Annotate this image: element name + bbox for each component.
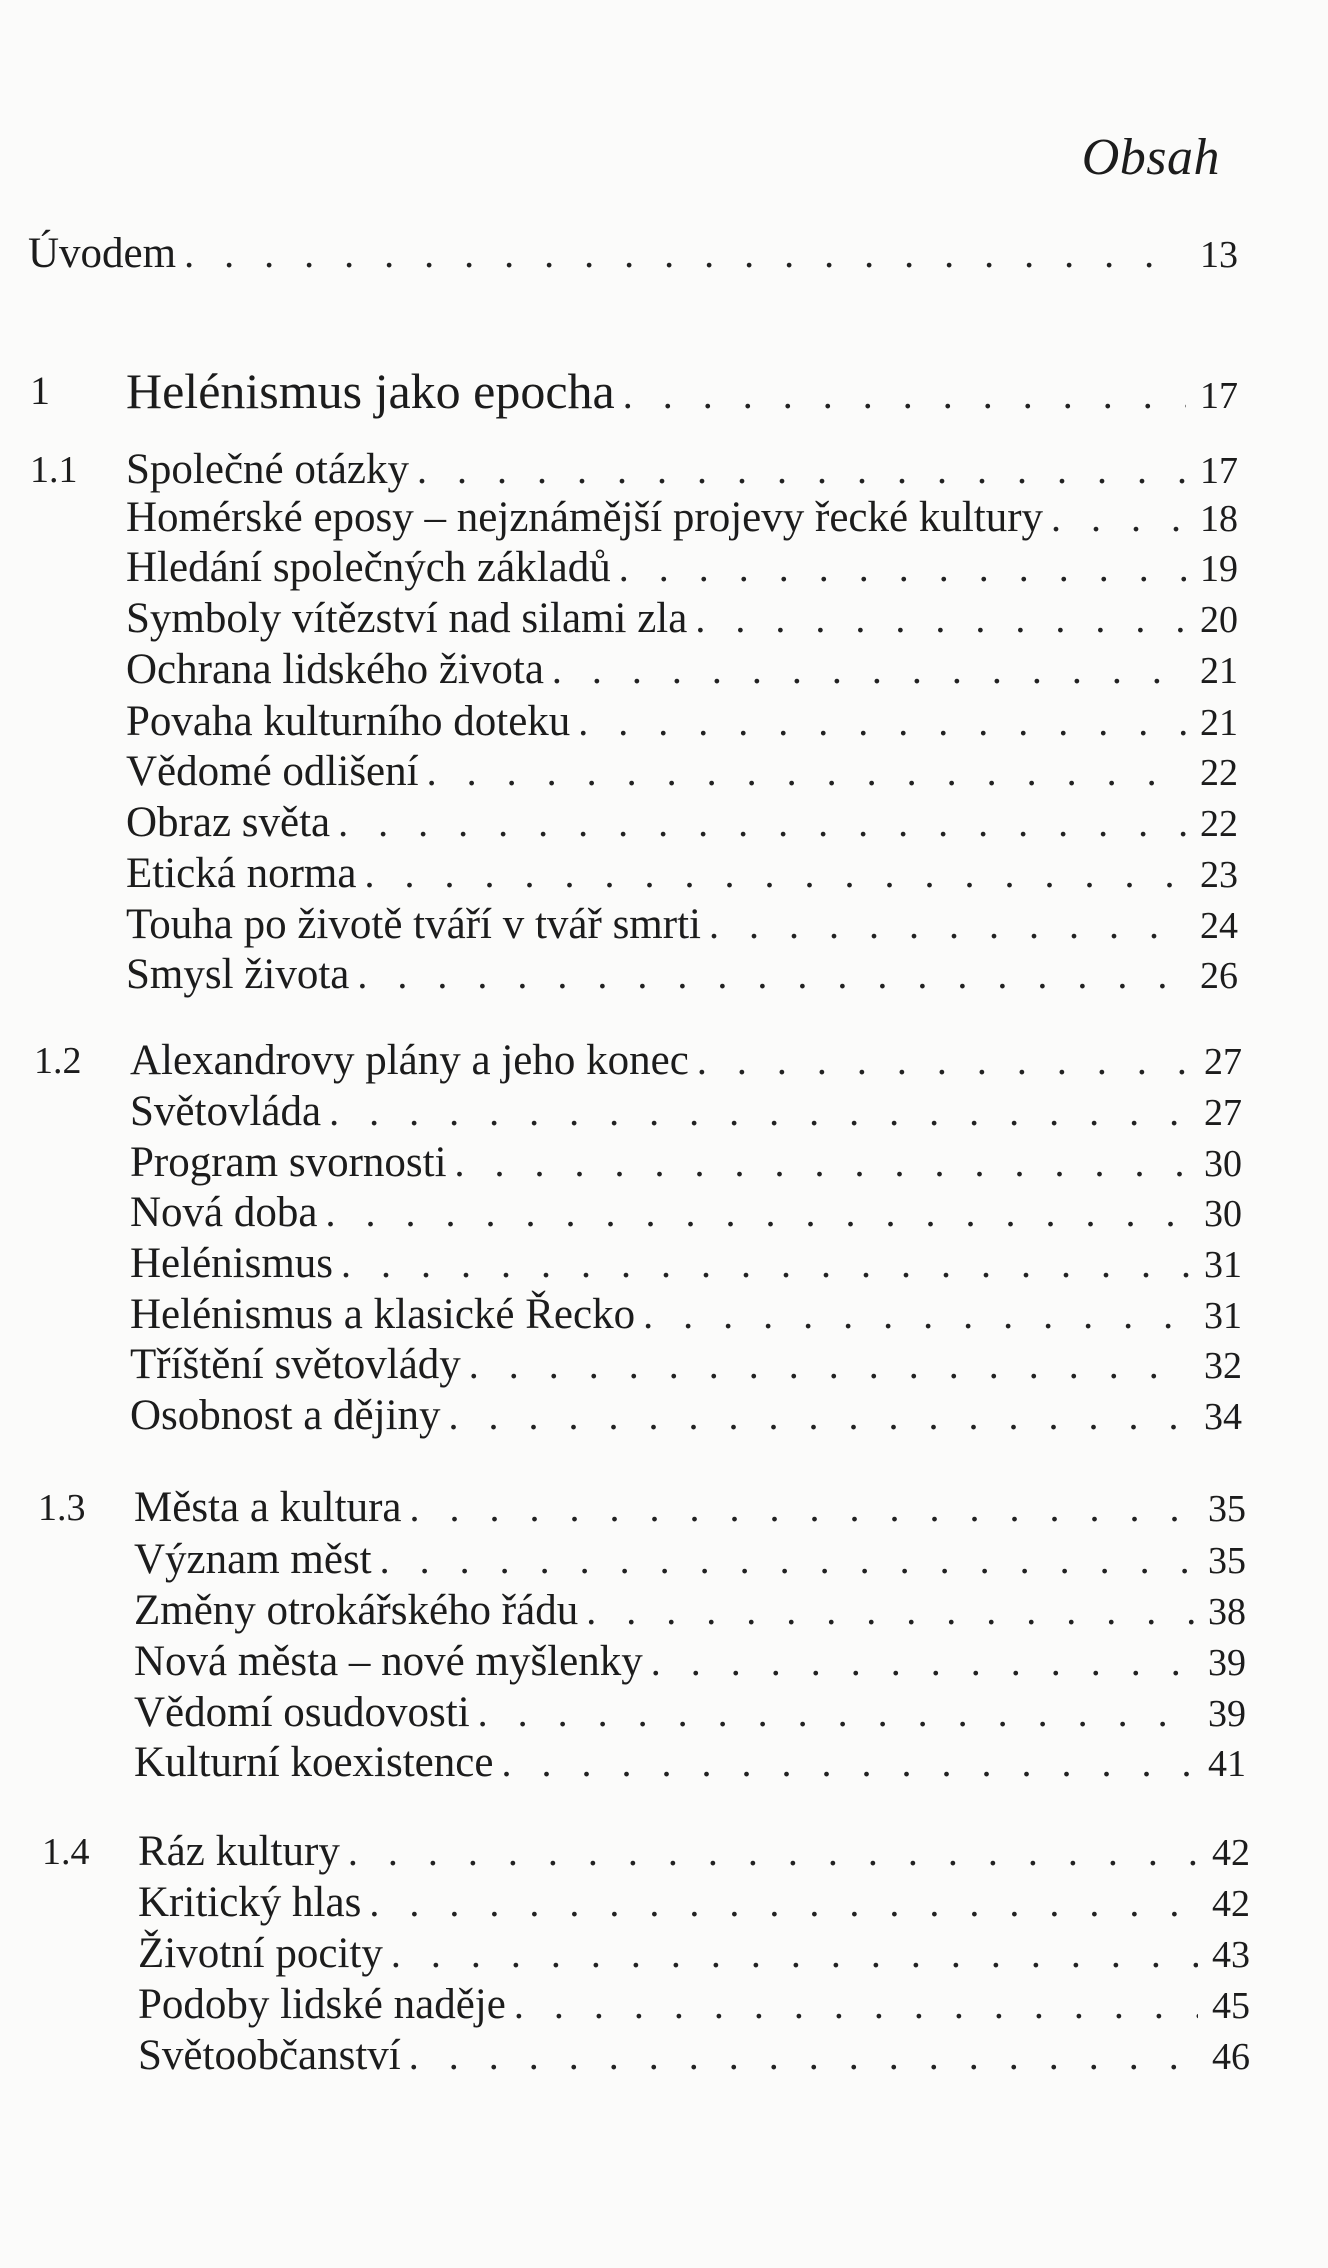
toc-entry[interactable] [138,2030,1250,2082]
toc-chapter[interactable] [30,363,1238,419]
toc-page-number: 31 [1204,1244,1242,1286]
dot-leader [619,542,1186,594]
toc-page-number: 30 [1204,1143,1242,1185]
toc-entry-title: Tříštění světovlády [130,1341,461,1388]
dot-leader [552,644,1186,696]
toc-entry[interactable] [134,1585,1246,1637]
toc-page-number: 30 [1204,1193,1242,1235]
toc-entry[interactable] [138,1979,1250,2031]
toc-entry[interactable] [138,1928,1250,1980]
toc-section-title: Města a kultura [134,1484,402,1531]
toc-entry-title: Nová města – nové myšlenky [134,1638,643,1685]
toc-entry[interactable] [126,848,1238,900]
toc-entry-title: Ochrana lidského života [126,646,544,693]
toc-page-number: 24 [1200,905,1238,947]
toc-section[interactable] [30,444,1238,496]
toc-page-number: 22 [1200,752,1238,794]
toc-page-number: 31 [1204,1295,1242,1337]
toc-page-number: 38 [1208,1591,1246,1633]
page-title: Obsah [1081,129,1220,186]
toc-entry-title: Změny otrokářského řádu [134,1587,579,1634]
toc-entry-title: Kulturní koexistence [134,1739,494,1786]
toc-section-title: Ráz kultury [138,1828,340,1875]
dot-leader [380,1534,1194,1586]
toc-section[interactable] [42,1826,1250,1878]
toc-entry[interactable] [130,1187,1242,1239]
section-number: 1.2 [34,1040,82,1082]
dot-leader [514,1979,1198,2031]
dot-leader [417,444,1186,496]
toc-page-number: 39 [1208,1693,1246,1735]
toc-entry[interactable] [130,1339,1242,1391]
toc-entry[interactable] [126,797,1238,849]
toc-page-number: 21 [1200,702,1238,744]
dot-leader [325,1187,1190,1239]
toc-entry[interactable] [134,1687,1246,1739]
dot-leader [449,1390,1190,1442]
toc-entry-title: Hledání společných základů [126,544,611,591]
toc-page-number: 27 [1204,1041,1242,1083]
toc-page-number: 17 [1200,375,1238,417]
dot-leader [329,1086,1190,1138]
toc-page-number: 39 [1208,1642,1246,1684]
toc-entry-title: Program svornosti [130,1139,447,1186]
toc-page-number: 21 [1200,650,1238,692]
toc-entry-title: Vědomí osudovosti [134,1689,470,1736]
dot-leader [341,1238,1190,1290]
toc-page-number: 23 [1200,854,1238,896]
toc-entry-title: Etická norma [126,850,357,897]
toc-section[interactable] [38,1482,1246,1534]
toc-entry[interactable] [130,1137,1242,1189]
dot-leader [455,1137,1190,1189]
dot-leader [501,1737,1194,1789]
dot-leader [709,899,1186,951]
dot-leader [478,1687,1194,1739]
toc-page-number: 43 [1212,1934,1250,1976]
dot-leader [697,1035,1190,1087]
toc-page-number: 34 [1204,1396,1242,1438]
dot-leader [391,1928,1198,1980]
toc-entry[interactable] [130,1086,1242,1138]
dot-leader [427,746,1186,798]
toc-page-number: 42 [1212,1832,1250,1874]
toc-chapter-title: Helénismus jako epocha [126,363,615,419]
toc-entry[interactable] [134,1737,1246,1789]
toc-page-number: 35 [1208,1488,1246,1530]
dot-leader [651,1636,1194,1688]
toc-entry[interactable] [126,746,1238,798]
toc-entry-title: Smysl života [126,951,350,998]
toc-page-number: 46 [1212,2036,1250,2078]
section-number: 1.1 [30,449,78,491]
toc-section-title: Společné otázky [126,446,409,493]
toc-page-number: 45 [1212,1985,1250,2027]
toc-entry-title: Kritický hlas [138,1879,362,1926]
toc-entry-title: Helénismus a klasické Řecko [130,1291,636,1338]
dot-leader [364,848,1186,900]
dot-leader [409,2030,1198,2082]
toc-page-number: 35 [1208,1540,1246,1582]
toc-entry-title: Podoby lidské naděje [138,1981,506,2028]
toc-entry-title: Vědomé odlišení [126,748,419,795]
toc-page-number: 27 [1204,1092,1242,1134]
dot-leader [586,1585,1194,1637]
toc-page-number: 42 [1212,1883,1250,1925]
toc-entry-title: Homérské eposy – nejznámější projevy řecké kultury [126,494,1044,541]
toc-entry[interactable] [130,1238,1242,1290]
chapter-number: 1 [30,368,50,413]
toc-page-number: 17 [1200,450,1238,492]
toc-entry-intro[interactable] [28,228,1238,280]
toc-entry[interactable] [130,1289,1242,1341]
toc-entry[interactable] [126,696,1238,748]
toc-entry-title: Touha po životě tváří v tvář smrti [126,901,701,948]
dot-leader [623,369,1186,421]
toc-entry[interactable] [126,542,1238,594]
toc-page-number: 18 [1200,498,1238,540]
section-number: 1.3 [38,1487,86,1529]
toc-entry-title: Úvodem [28,230,177,277]
toc-entry-title: Světovláda [130,1088,322,1135]
toc-entry-title: Světoobčanství [138,2032,401,2079]
toc-entry-title: Životní pocity [138,1930,383,1977]
toc-entry-title: Helénismus [130,1240,334,1287]
section-number: 1.4 [42,1831,90,1873]
toc-page-number: 22 [1200,803,1238,845]
dot-leader [469,1339,1190,1391]
dot-leader [643,1289,1190,1341]
toc-page-number: 13 [1200,234,1238,276]
toc-page-number: 20 [1200,599,1238,641]
dot-leader [578,696,1186,748]
dot-leader [338,797,1186,849]
dot-leader [184,228,1186,280]
dot-leader [369,1877,1198,1929]
toc-entry-title: Osobnost a dějiny [130,1392,441,1439]
toc-entry-title: Povaha kulturního doteku [126,698,571,745]
toc-entry-title: Význam měst [134,1536,372,1583]
toc-section-title: Alexandrovy plány a jeho konec [130,1037,689,1084]
toc-entry[interactable] [126,949,1238,1001]
toc-entry[interactable] [134,1636,1246,1688]
toc-section[interactable] [34,1035,1242,1087]
dot-leader [1051,492,1186,544]
dot-leader [695,593,1186,645]
toc-page-number: 26 [1200,955,1238,997]
toc-entry[interactable] [126,899,1238,951]
toc-entry-title: Nová doba [130,1189,318,1236]
toc-page-number: 19 [1200,548,1238,590]
toc-entry[interactable] [126,492,1238,544]
dot-leader [348,1826,1198,1878]
toc-entry[interactable] [126,593,1238,645]
dot-leader [357,949,1186,1001]
toc-entry[interactable] [134,1534,1246,1586]
toc-entry[interactable] [126,644,1238,696]
toc-page-number: 41 [1208,1743,1246,1785]
toc-entry[interactable] [138,1877,1250,1929]
toc-entry-title: Symboly vítězství nad silami zla [126,595,688,642]
dot-leader [409,1482,1194,1534]
toc-entry-title: Obraz světa [126,799,331,846]
toc-page-number: 32 [1204,1345,1242,1387]
toc-entry[interactable] [130,1390,1242,1442]
